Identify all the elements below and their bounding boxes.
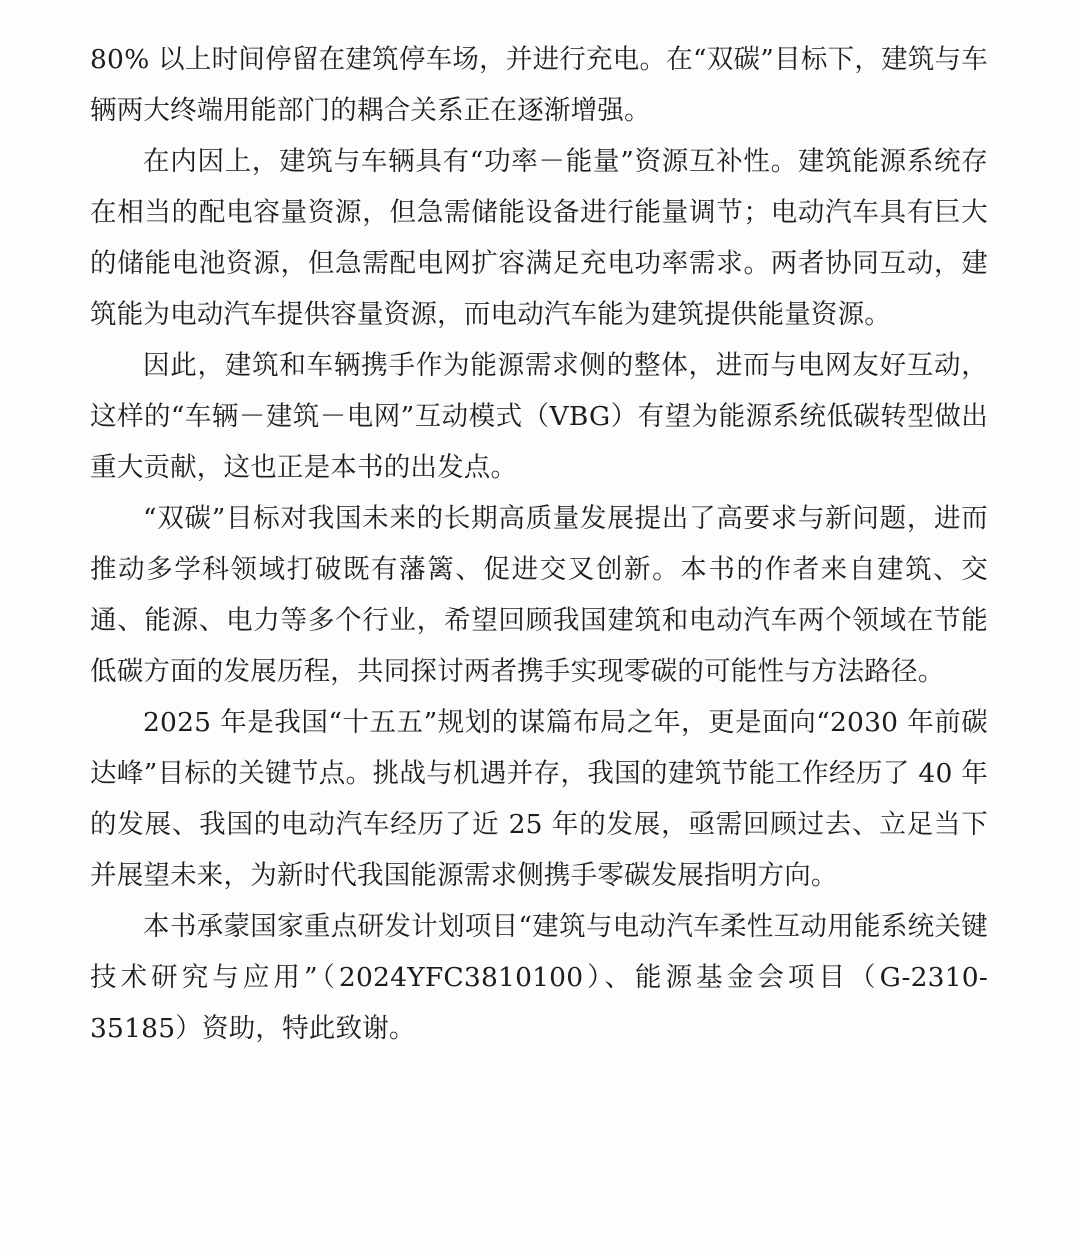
paragraph-power-energy-complementarity: 在内因上，建筑与车辆具有“功率－能量”资源互补性。建筑能源系统存在相当的配电容量资源，但急需储能设备进行能量调节；电动汽车具有巨大的储能电池资源，但急需配电网扩容满足充电功率需求。两者协同互动，建筑能为电动汽车提供容量资源，而电动汽车能为建筑提供能量资源。	[90, 146, 988, 330]
paragraph-charging-coupling: 80% 以上时间停留在建筑停车场，并进行充电。在“双碳”目标下，建筑与车辆两大终端用能部门的耦合关系正在逐渐增强。	[90, 44, 988, 126]
paragraph-dual-carbon-goals: “双碳”目标对我国未来的长期高质量发展提出了高要求与新问题，进而推动多学科领域打破既有藩篱、促进交叉创新。本书的作者来自建筑、交通、能源、电力等多个行业，希望回顾我国建筑和电动汽车两个领域在节能低碳方面的发展历程，共同探讨两者携手实现零碳的可能性与方法路径。	[90, 503, 988, 687]
paragraph-2025-plan: 2025 年是我国“十五五”规划的谋篇布局之年，更是面向“2030 年前碳达峰”目标的关键节点。挑战与机遇并存，我国的建筑节能工作经历了 40 年的发展、我国的电动汽车经历了近 25 年的发展，亟需回顾过去、立足当下并展望未来，为新时代我国能源需求侧携手零碳发展指明方向。	[90, 707, 988, 891]
paragraph-acknowledgement: 本书承蒙国家重点研发计划项目“建筑与电动汽车柔性互动用能系统关键技术研究与应用”（2024YFC3810100）、能源基金会项目（G-2310-35185）资助，特此致谢。	[90, 911, 988, 1044]
paragraph-vbg-mode: 因此，建筑和车辆携手作为能源需求侧的整体，进而与电网友好互动，这样的“车辆－建筑－电网”互动模式（VBG）有望为能源系统低碳转型做出重大贡献，这也正是本书的出发点。	[90, 350, 988, 483]
